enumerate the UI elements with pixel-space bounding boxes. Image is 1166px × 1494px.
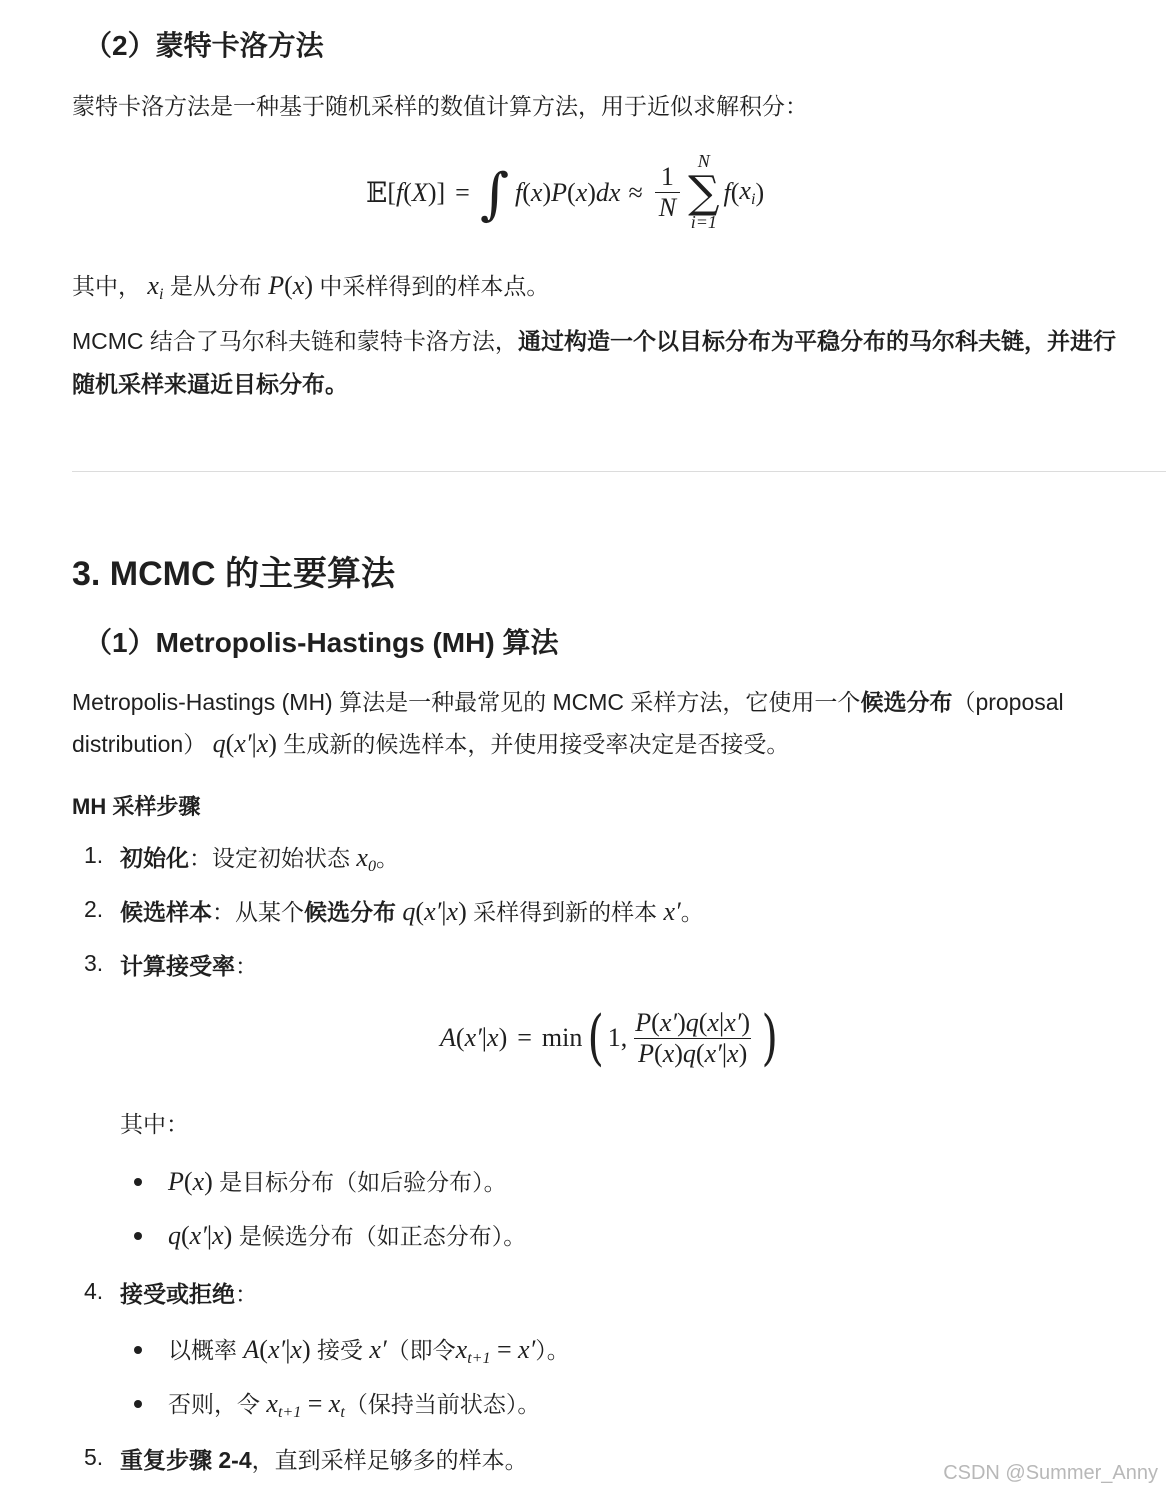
monte-carlo-formula: 𝔼 [ f ( X )] = ∫ f ( x ) P ( x ) dx ≈ $\frac{1}{N}$ N ∑ i=1 f ( $x_i$ ) xyxy=(366,150,765,233)
acceptance-formula: A ( x′ | x ) = min ( 1, $\frac{P(x')q(x|x')}{P(x)q(x'|x)}$ ) xyxy=(440,1003,779,1073)
watermark: CSDN @Summer_Anny xyxy=(943,1462,1158,1484)
where-target-distribution: P(x) 是目标分布（如后验分布）。 xyxy=(168,1167,507,1196)
step-compute-acceptance: 计算接受率： xyxy=(120,953,258,979)
section3-heading: 3. MCMC 的主要算法 xyxy=(72,555,395,593)
monte-carlo-where: 其中， $x_i$ 是从分布 P(x) 中采样得到的样本点。 xyxy=(72,271,550,303)
mh-description-line1: Metropolis-Hastings (MH) 算法是一种最常见的 MCMC 采样方法，它使用一个候选分布（proposal xyxy=(72,689,1064,715)
decision-reject: 否则，令 $x_{t+1} = x_t$（保持当前状态）。 xyxy=(168,1389,541,1421)
monte-carlo-heading: （2）蒙特卡洛方法 xyxy=(84,30,324,61)
step-number: 1. xyxy=(84,842,104,868)
step-number: 3. xyxy=(84,950,104,976)
step-repeat: 重复步骤 2-4，直到采样足够多的样本。 xyxy=(120,1447,528,1473)
where-proposal-distribution: q(x′|x) 是候选分布（如正态分布）。 xyxy=(168,1221,527,1250)
mcmc-description-line2: 随机采样来逼近目标分布。 xyxy=(72,371,348,397)
mh-description-line2: distribution） q(x′|x) 生成新的候选样本，并使用接受率决定是否接受。 xyxy=(72,729,790,758)
bullet-dot xyxy=(134,1400,142,1408)
where-label: 其中： xyxy=(120,1111,189,1137)
bullet-dot xyxy=(134,1346,142,1354)
mcmc-description-line1: MCMC 结合了马尔科夫链和蒙特卡洛方法，通过构造一个以目标分布为平稳分布的马尔科夫链，并进行 xyxy=(72,328,1116,354)
step-candidate-sample: 候选样本：从某个候选分布 q(x′|x) 采样得到新的样本 x′。 xyxy=(120,897,704,926)
monte-carlo-intro: 蒙特卡洛方法是一种基于随机采样的数值计算方法，用于近似求解积分： xyxy=(72,93,808,119)
step-number: 5. xyxy=(84,1444,104,1470)
decision-accept: 以概率 A(x′|x) 接受 x′（即令$x_{t+1} = x'$）。 xyxy=(168,1335,570,1367)
mh-heading: （1）Metropolis-Hastings (MH) 算法 xyxy=(84,627,559,658)
bullet-dot xyxy=(134,1232,142,1240)
step-number: 2. xyxy=(84,896,104,922)
step-initialize: 初始化：设定初始状态 $x_0$。 xyxy=(120,843,399,875)
bullet-dot xyxy=(134,1178,142,1186)
step-accept-reject: 接受或拒绝： xyxy=(120,1281,258,1307)
section-divider xyxy=(72,471,1166,472)
mh-steps-title: MH 采样步骤 xyxy=(72,794,201,819)
step-number: 4. xyxy=(84,1278,104,1304)
